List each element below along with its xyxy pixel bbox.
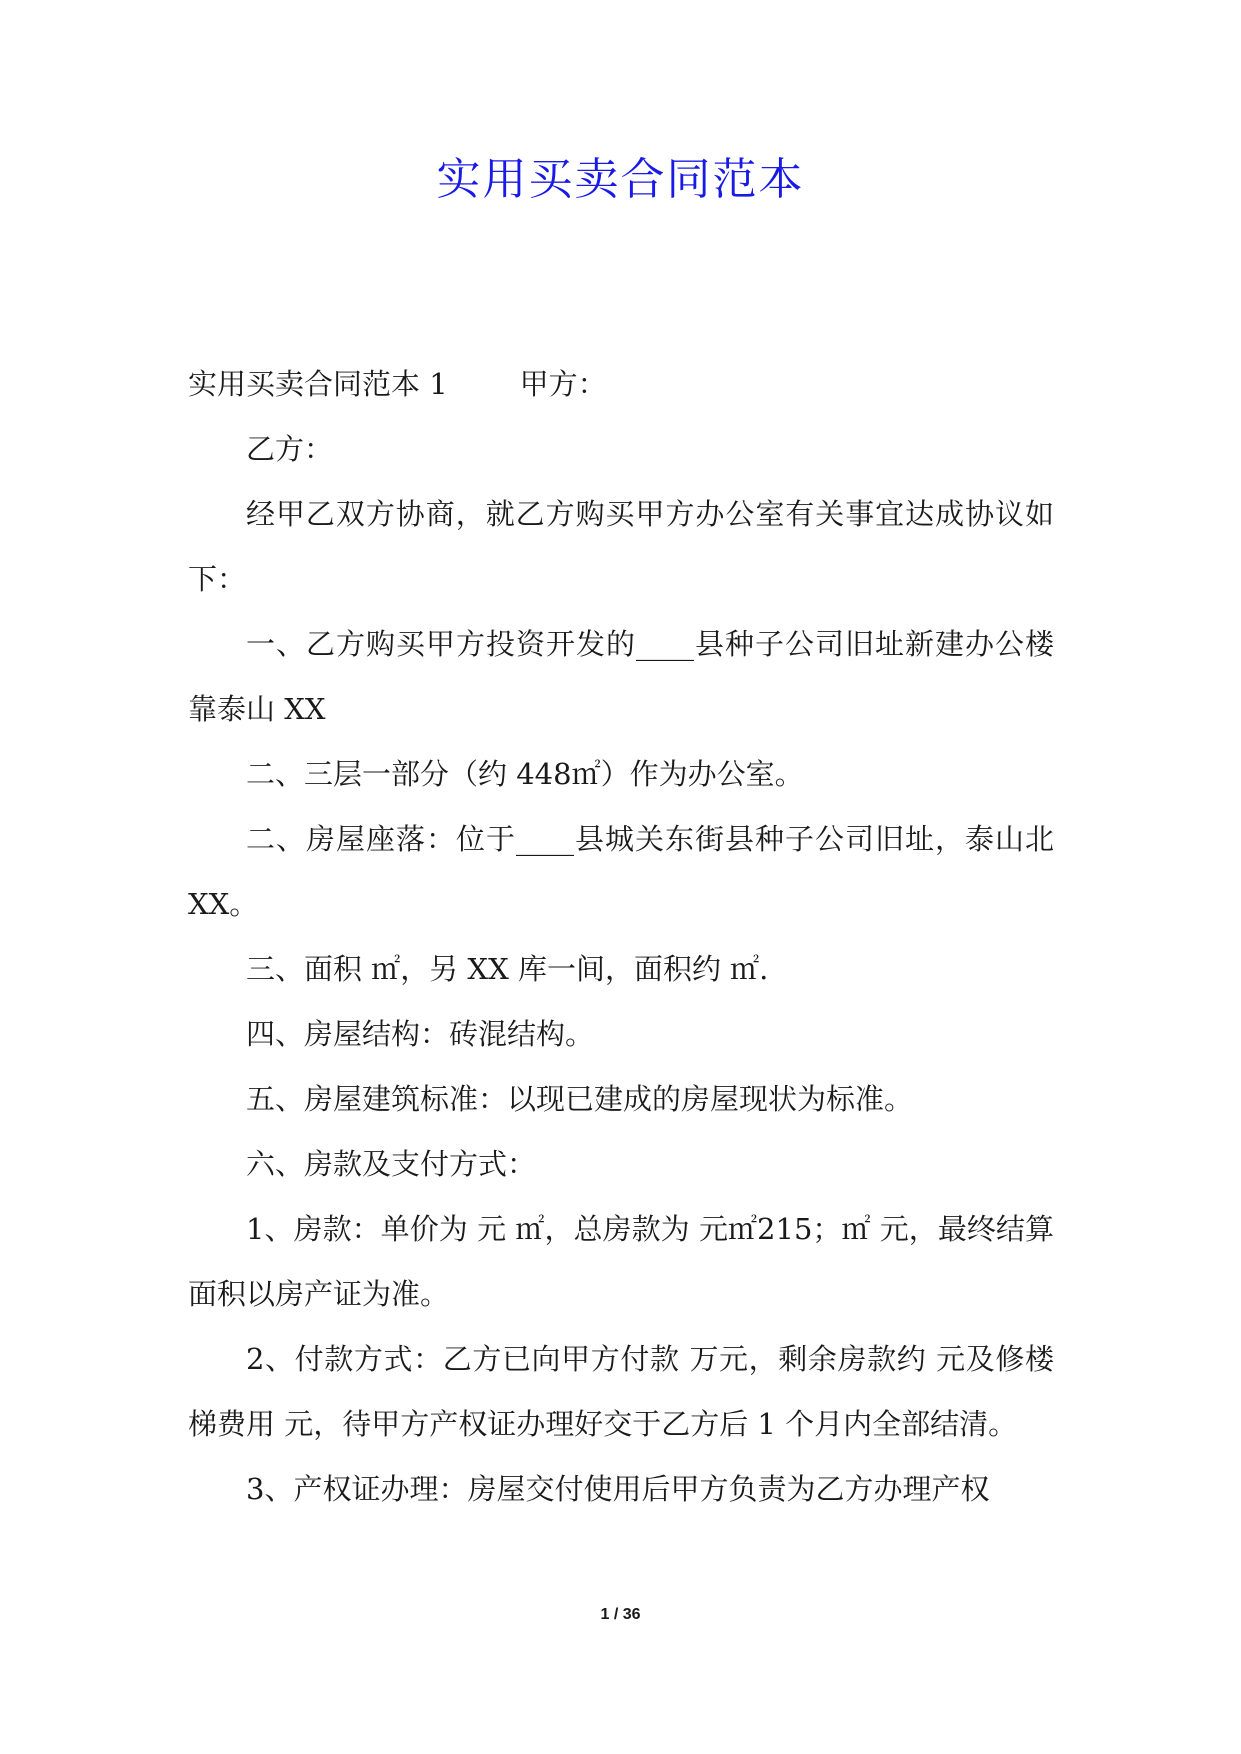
paragraph: 3、产权证办理：房屋交付使用后甲方负责为乙方办理产权 xyxy=(246,1472,990,1506)
page-number: 1 / 36 xyxy=(600,1606,641,1623)
paragraph: 2、付款方式：乙方已向甲方付款 万元，剩余房款约 元及修楼梯费用 元，待甲方产权证办理好交于乙方后 1 个月内全部结清。 xyxy=(188,1342,1054,1441)
paragraph: 五、房屋建筑标准：以现已建成的房屋现状为标准。 xyxy=(246,1082,914,1116)
paragraph: 乙方： xyxy=(246,432,334,466)
party-a-label: 甲方： xyxy=(519,367,607,401)
paragraph: 1、房款：单价为 元 ㎡，总房款为 元㎡215；㎡ 元，最终结算面积以房产证为准。 xyxy=(188,1212,1054,1311)
paragraph: 四、房屋结构：砖混结构。 xyxy=(246,1017,595,1051)
paragraph: 经甲乙双方协商，就乙方购买甲方办公室有关事宜达成协议如下： xyxy=(188,497,1054,596)
paragraph: 一、乙方购买甲方投资开发的____县种子公司旧址新建办公楼靠泰山 XX xyxy=(188,627,1054,726)
paragraph: 二、三层一部分（约 448㎡）作为办公室。 xyxy=(246,757,804,791)
heading-line xyxy=(188,352,1054,417)
paragraph: 六、房款及支付方式： xyxy=(246,1147,537,1181)
paragraph: 二、房屋座落：位于____县城关东街县种子公司旧址，泰山北 XX。 xyxy=(188,822,1054,921)
contract-number-label: 实用买卖合同范本 1 xyxy=(188,367,448,401)
document-body xyxy=(188,352,1054,1522)
document-title: 实用买卖合同范本 xyxy=(436,154,805,205)
paragraph: 三、面积 ㎡，另 XX 库一间，面积约 ㎡. xyxy=(246,952,769,986)
